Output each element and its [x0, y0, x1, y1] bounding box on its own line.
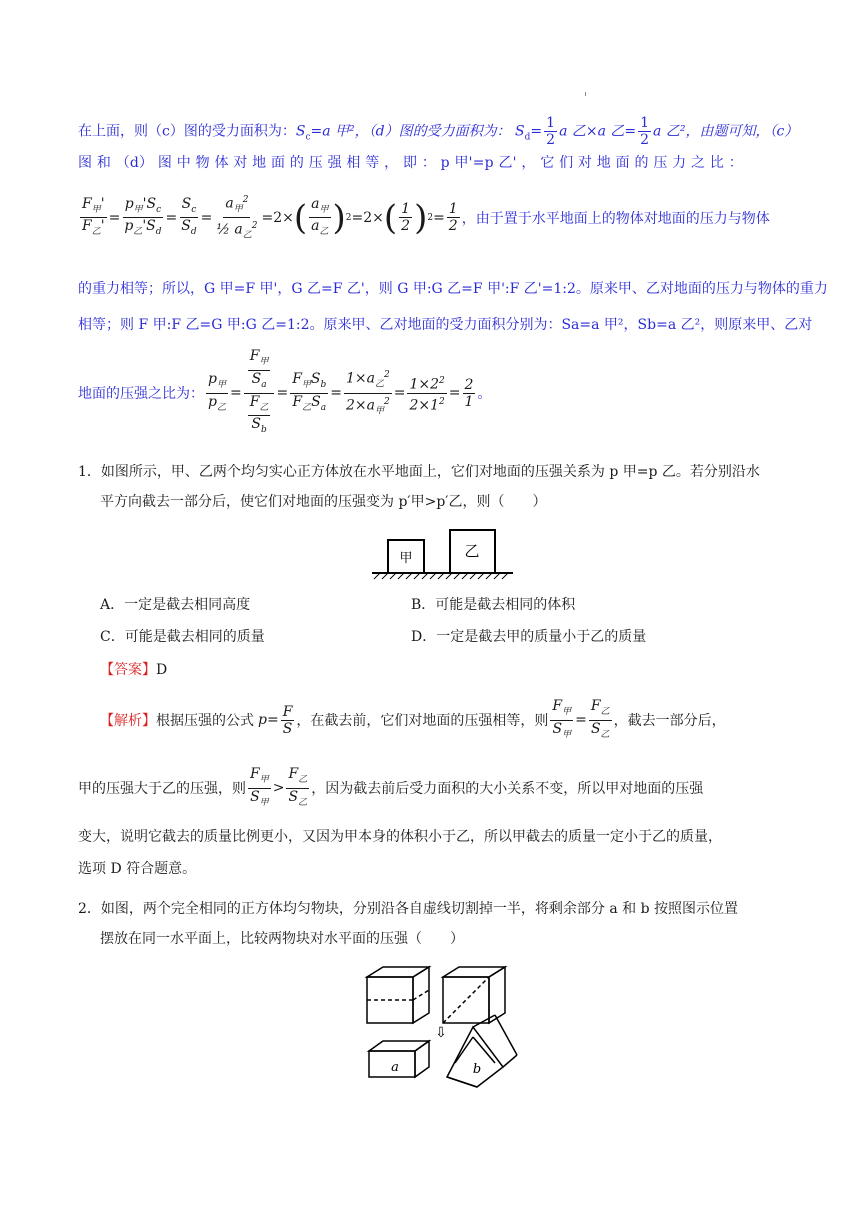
explain-line-4: 的重力相等；所以，G 甲=F 甲'，G 乙=F 乙'，则 G 甲:G 乙=F 甲':F 乙'=1:2。原来甲、乙对地面的压力与物体的重力 — [78, 281, 828, 297]
cube-yi-label: 乙 — [464, 542, 480, 560]
force-ratio-equation: $\frac{F_甲'}{F_乙'}$ = $\frac{p_甲'S_c}{p_乙'S_d}$ = $\frac{S_c}{S_d}$ = $\frac{a_甲^2}{\frac{1}{2} a_乙^2}$ =2× ( $\frac{a_甲}{a_乙}$ ) 2 =2× ( $\frac{1}{2}$ ) 2 = $\frac{1}{2}$ ，由于置于水平地面上的物体对地面的压力与物体 — [78, 192, 770, 244]
question-1-line-2: 平方向截去一部分后，使它们对地面的压强变为 p′甲>p′乙，则（ ） — [100, 494, 547, 510]
piece-b-label: b — [472, 1062, 482, 1077]
cube-jia-label: 甲 — [399, 551, 413, 566]
two-cubes-figure — [370, 528, 515, 580]
question-2-line-1: 2．如图，两个完全相同的正方体均匀物块，分别沿各自虚线切割掉一半，将剩余部分 a 和 b 按照图示位置 — [78, 901, 739, 917]
option-b[interactable]: B．可能是截去相同的体积 — [411, 597, 576, 613]
question-1-line-1: 1．如图所示，甲、乙两个均匀实心正方体放在水平地面上，它们对地面的压强关系为 p 甲=p 乙。若分别沿水 — [78, 464, 760, 480]
explain-line-5: 相等；则 F 甲:F 乙=G 甲:G 乙=1:2。原来甲、乙对地面的受力面积分别为：Sa=a 甲²，Sb=a 乙²，则原来甲、乙对 — [78, 317, 813, 333]
option-c[interactable]: C．可能是截去相同的质量 — [100, 629, 265, 645]
analysis-line-1: 【解析】 根据压强的公式 p = $\frac{F}{S}$ ，在截去前，它们对地面的压强相等，则 $\frac{F_甲}{S_甲}$ = $\frac{F_乙}{S_乙}$ ，截去一部分后， — [100, 698, 726, 740]
cut-cubes-figure — [355, 955, 530, 1095]
option-d[interactable]: D．一定是截去甲的质量小于乙的质量 — [411, 629, 647, 645]
option-a[interactable]: A．一定是截去相同高度 — [100, 597, 251, 613]
analysis-line-3: 变大，说明它截去的质量比例更小，又因为甲本身的体积小于乙，所以甲截去的质量一定小于乙的质量， — [78, 829, 722, 845]
down-arrow-icon: ⇩ — [435, 1025, 447, 1041]
question-2-line-2: 摆放在同一水平面上，比较两物块对水平面的压强（ ） — [100, 931, 464, 947]
fraction-half-1: $\frac{1}{2}$ — [546, 115, 556, 148]
page-mark — [585, 92, 586, 96]
answer-line: 【答案】D — [100, 662, 168, 678]
explain-line-1: 在上面，则（c）图的受力面积为：$S_c=a$ 甲²，（d）图的受力面积为： $S_d=$ $\frac{1}{2}$ a 乙×a 乙= $\frac{1}{2}$ a 乙²，由题可知，（c） — [78, 115, 799, 148]
pressure-ratio-equation: 地面的压强之比为： $\frac{p_甲}{p_乙}$ = $\frac{\frac{F_甲}{S_a}}{\frac{F_乙}{S_b}}$ = $\frac{F_甲S_b}{F_乙S_a}$ = $\frac{1\times a_乙^2}{2\times a_甲^2}$ = $\frac{1\times 2^2}{2\times 1^2}$ = $\frac{2}{1}$ 。 — [78, 348, 492, 436]
analysis-line-4: 选项 D 符合题意。 — [78, 861, 197, 877]
analysis-line-2: 甲的压强大于乙的压强，则 $\frac{F_甲}{S_甲}$ > $\frac{F_乙}{S_乙}$ ，因为截去前后受力面积的大小关系不变，所以甲对地面的压强 — [78, 766, 704, 808]
piece-a-label: a — [391, 1060, 399, 1075]
fraction-half-2: $\frac{1}{2}$ — [640, 115, 650, 148]
explain-line-2: 图 和 （d） 图 中 物 体 对 地 面 的 压 强 相 等 ， 即 ： p 甲'=p 乙' ， 它 们 对 地 面 的 压 力 之 比 ： — [78, 155, 743, 171]
